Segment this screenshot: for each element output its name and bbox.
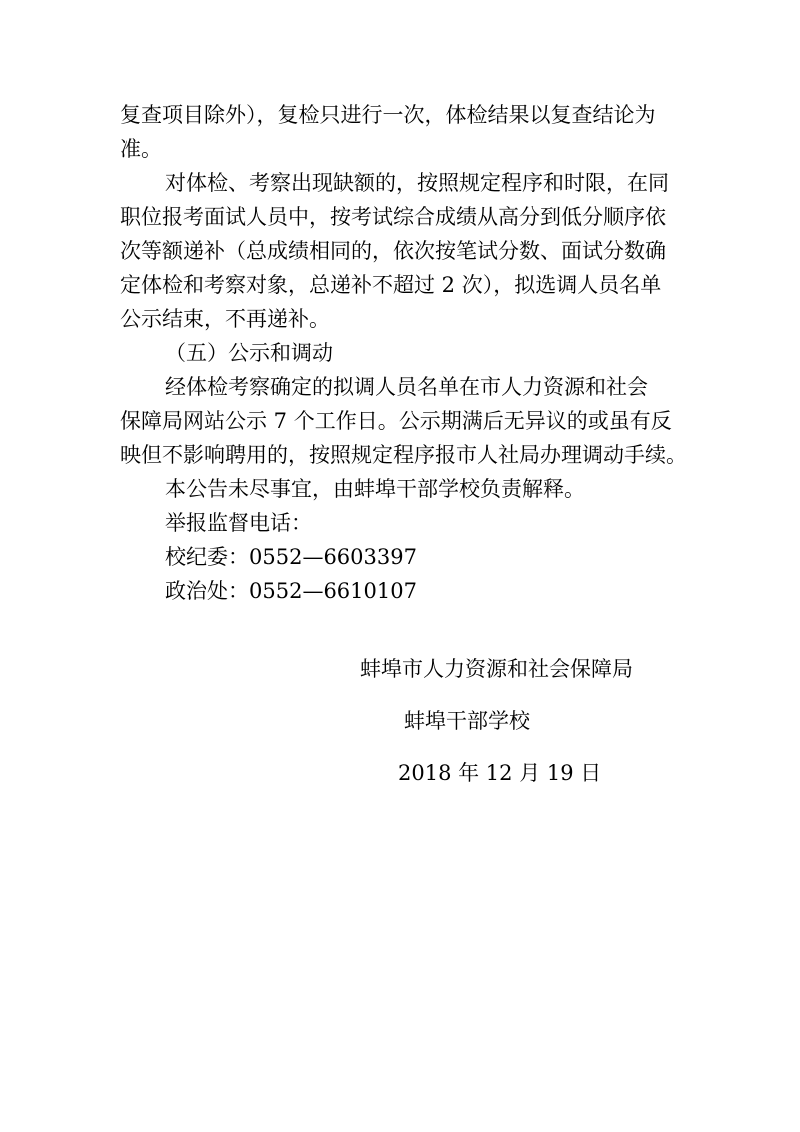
signature-org-school: 蚌埠干部学校 <box>404 709 530 733</box>
paragraph-line: 保障局网站公示 7 个工作日。公示期满后无异议的或虽有反 <box>120 409 672 433</box>
signature-org-hrss: 蚌埠市人力资源和社会保障局 <box>360 657 633 681</box>
paragraph-line: 映但不影响聘用的，按照规定程序报市人社局办理调动手续。 <box>120 443 687 467</box>
hotline-heading: 举报监督电话： <box>165 511 312 535</box>
signature-date: 2018 年 12 月 19 日 <box>398 761 602 785</box>
paragraph-line: 本公告未尽事宜，由蚌埠干部学校负责解释。 <box>165 477 585 501</box>
paragraph-line: 次等额递补（总成绩相同的，依次按笔试分数、面试分数确 <box>120 239 666 263</box>
paragraph-line: 复查项目除外），复检只进行一次，体检结果以复查结论为 <box>120 103 656 127</box>
paragraph-line: 准。 <box>120 137 162 161</box>
paragraph-line: 对体检、考察出现缺额的，按照规定程序和时限，在同 <box>165 171 669 195</box>
paragraph-line: 经体检考察确定的拟调人员名单在市人力资源和社会 <box>165 375 648 399</box>
paragraph-line: 公示结束，不再递补。 <box>120 307 330 331</box>
paragraph-line: 定体检和考察对象，总递补不超过 2 次），拟选调人员名单 <box>120 273 662 297</box>
paragraph-line: 职位报考面试人员中，按考试综合成绩从高分到低分顺序依 <box>120 205 666 229</box>
hotline-political: 政治处：0552—6610107 <box>165 579 417 603</box>
hotline-discipline: 校纪委：0552—6603397 <box>165 545 417 569</box>
section-heading: （五）公示和调动 <box>165 341 333 365</box>
